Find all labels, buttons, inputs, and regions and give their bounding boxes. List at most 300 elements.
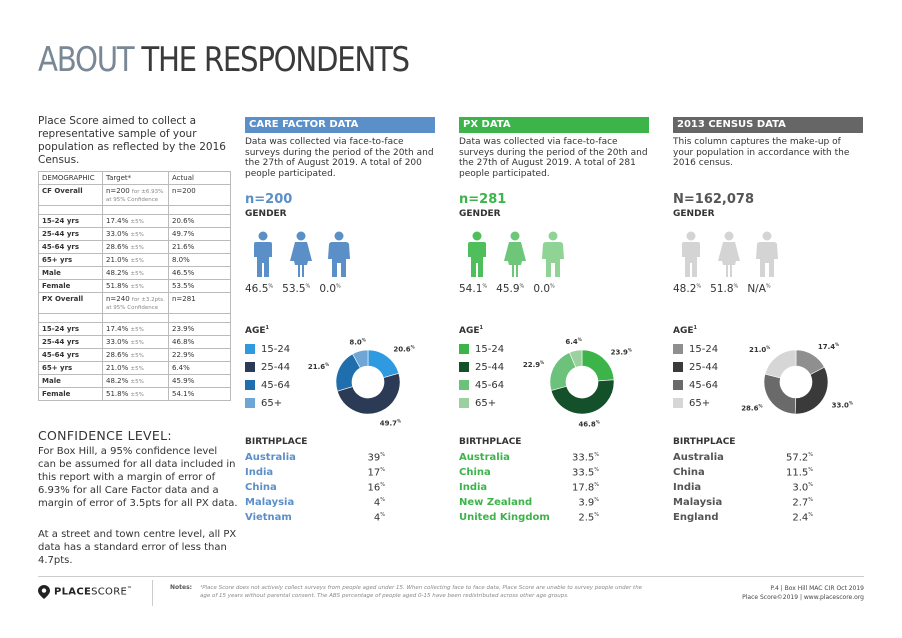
age-legend xyxy=(673,340,718,412)
table-row xyxy=(39,280,231,293)
legend-label: 25-44 xyxy=(475,361,505,373)
birthplace-country: Australia xyxy=(245,452,296,463)
birthplace-percentage xyxy=(345,497,385,512)
donut-value-label xyxy=(380,418,401,427)
legend-label: 25-44 xyxy=(261,361,291,373)
table-row xyxy=(39,349,231,362)
gender-percentage xyxy=(319,283,340,295)
gender-value: 0.0 xyxy=(319,283,337,295)
donut-percent-sign: % xyxy=(577,336,582,342)
donut-value: 22.9 xyxy=(522,360,541,369)
donut-value: 33.0 xyxy=(831,401,849,410)
legend-label: 45-64 xyxy=(689,379,719,391)
sample-size: n=281 xyxy=(459,192,507,207)
birthplace-value: 11.5 xyxy=(785,467,809,479)
header-target: Target* xyxy=(103,172,169,185)
logo-trademark: ™ xyxy=(127,586,133,593)
donut-percent-sign: % xyxy=(397,418,402,424)
column-description: This column captures the make-up of your population in accordance with the 2016 census. xyxy=(673,137,850,168)
donut-value: 23.9 xyxy=(610,348,628,357)
table-spacer-row xyxy=(39,206,231,215)
female-person-icon xyxy=(503,231,527,279)
gender-figures xyxy=(465,231,595,281)
page-title xyxy=(38,40,409,80)
age-label: AGE xyxy=(245,326,266,336)
table-row xyxy=(39,185,231,206)
birthplace-list xyxy=(673,452,833,527)
row-actual: 21.6% xyxy=(169,241,231,254)
intro-text: Place Score aimed to collect a representative sample of your population as reflected by the 2016 Census. xyxy=(38,115,226,166)
percent-sign: % xyxy=(594,512,599,518)
legend-label: 15-24 xyxy=(689,343,719,355)
donut-percent-sign: % xyxy=(325,362,330,368)
donut-value-label xyxy=(611,347,632,356)
birthplace-value: 57.2 xyxy=(785,452,809,464)
legend-swatch xyxy=(673,398,683,408)
target-note: ±5% xyxy=(130,271,144,277)
row-label: 15-24 yrs xyxy=(39,323,103,336)
table-row xyxy=(39,228,231,241)
birthplace-row xyxy=(673,452,833,467)
donut-percent-sign: % xyxy=(595,419,600,425)
row-actual: 46.5% xyxy=(169,267,231,280)
legend-label: 45-64 xyxy=(261,379,291,391)
target-note: for ±6.93% at 95% Confidence xyxy=(106,189,164,203)
birthplace-row xyxy=(673,512,833,527)
legend-swatch xyxy=(459,380,469,390)
birthplace-value: 16 xyxy=(367,482,381,494)
age-legend xyxy=(245,340,290,412)
percent-sign: % xyxy=(765,283,771,290)
donut-value-label xyxy=(565,337,581,346)
birthplace-row xyxy=(459,497,619,512)
age-footnote-marker: 1 xyxy=(693,325,697,331)
donut-value-label xyxy=(308,362,329,371)
data-column-1 xyxy=(459,117,649,524)
age-footnote-marker: 1 xyxy=(265,325,269,331)
row-target xyxy=(103,267,169,280)
donut-value: 49.7 xyxy=(379,419,398,428)
legend-item xyxy=(673,340,718,358)
birthplace-value: 33.5 xyxy=(571,452,595,464)
row-target xyxy=(103,336,169,349)
birthplace-country: Vietnam xyxy=(245,512,292,523)
target-value: n=200 xyxy=(106,187,130,195)
target-note: ±5% xyxy=(130,366,144,372)
birthplace-value: 39 xyxy=(367,452,381,464)
table-row xyxy=(39,336,231,349)
birthplace-row xyxy=(673,467,833,482)
row-target xyxy=(103,280,169,293)
donut-percent-sign: % xyxy=(848,400,853,406)
row-label: 25-44 yrs xyxy=(39,228,103,241)
birthplace-heading: BIRTHPLACE xyxy=(459,437,522,447)
row-target xyxy=(103,362,169,375)
birthplace-row xyxy=(245,512,405,527)
percent-sign: % xyxy=(594,467,599,473)
target-value: 48.2% xyxy=(106,269,129,277)
birthplace-row xyxy=(459,452,619,467)
gender-value: 48.2 xyxy=(673,283,697,295)
birthplace-percentage xyxy=(345,467,385,482)
confidence-heading: CONFIDENCE LEVEL: xyxy=(38,428,172,443)
data-column-2 xyxy=(673,117,863,524)
birthplace-percentage xyxy=(345,482,385,497)
legend-item xyxy=(245,358,290,376)
row-label: Male xyxy=(39,267,103,280)
other-gender-person-icon xyxy=(327,231,351,279)
column-description: Data was collected via face-to-face surveys during the period of the 20th and the 27th of August 2019. A total of 200 people participated. xyxy=(245,137,434,179)
male-person-icon xyxy=(465,231,489,279)
legend-label: 15-24 xyxy=(261,343,291,355)
spacer-cell xyxy=(39,314,103,323)
row-target xyxy=(103,388,169,401)
gender-percentages xyxy=(245,283,350,295)
row-actual: 8.0% xyxy=(169,254,231,267)
gender-percentages xyxy=(673,283,780,295)
percent-sign: % xyxy=(519,283,525,290)
data-column-0 xyxy=(245,117,435,524)
legend-swatch xyxy=(459,344,469,354)
percent-sign: % xyxy=(808,467,813,473)
birthplace-row xyxy=(245,497,405,512)
legend-label: 45-64 xyxy=(475,379,505,391)
spacer-cell xyxy=(103,314,169,323)
row-actual: 6.4% xyxy=(169,362,231,375)
donut-svg xyxy=(741,325,851,435)
gender-percentage xyxy=(533,283,554,295)
table-row xyxy=(39,375,231,388)
title-part-respondents: THE RESPONDENTS xyxy=(141,40,409,80)
percent-sign: % xyxy=(380,497,385,503)
spacer-cell xyxy=(39,206,103,215)
target-value: 28.6% xyxy=(106,351,129,359)
birthplace-value: 4 xyxy=(373,512,381,524)
donut-value-label xyxy=(523,360,544,369)
row-actual: 46.8% xyxy=(169,336,231,349)
gender-value: 51.8 xyxy=(710,283,734,295)
gender-heading: GENDER xyxy=(459,209,501,219)
legend-swatch xyxy=(459,398,469,408)
legend-swatch xyxy=(459,362,469,372)
logo-text-place: PLACE xyxy=(54,586,92,598)
birthplace-value: 3.9 xyxy=(578,497,595,509)
legend-swatch xyxy=(673,344,683,354)
table-row xyxy=(39,241,231,254)
row-target xyxy=(103,185,169,206)
percent-sign: % xyxy=(808,497,813,503)
target-value: 33.0% xyxy=(106,230,129,238)
percent-sign: % xyxy=(733,283,739,290)
donut-value: 21.0 xyxy=(748,345,767,354)
target-value: 33.0% xyxy=(106,338,129,346)
gender-percentage xyxy=(282,283,310,295)
gender-percentage xyxy=(245,283,273,295)
other-gender-person-icon xyxy=(755,231,779,279)
gender-heading: GENDER xyxy=(673,209,715,219)
birthplace-row xyxy=(673,482,833,497)
target-value: 51.8% xyxy=(106,282,129,290)
row-label: 15-24 yrs xyxy=(39,215,103,228)
legend-item xyxy=(673,358,718,376)
birthplace-country: United Kingdom xyxy=(459,512,550,523)
table-row xyxy=(39,362,231,375)
column-description: Data was collected via face-to-face surveys during the period of the 20th and the 27th of August 2019. A total of 281 people participated. xyxy=(459,137,648,179)
percent-sign: % xyxy=(808,482,813,488)
age-heading xyxy=(673,325,697,336)
donut-value-label xyxy=(818,342,839,351)
male-person-icon xyxy=(251,231,275,279)
birthplace-value: 17 xyxy=(367,467,381,479)
standard-error-paragraph: At a street and town centre level, all PX data has a standard error of less than 4.7pts. xyxy=(38,529,237,566)
legend-swatch xyxy=(245,398,255,408)
row-label: 45-64 yrs xyxy=(39,349,103,362)
row-actual: 49.7% xyxy=(169,228,231,241)
age-donut-chart xyxy=(522,325,637,435)
row-actual: 54.1% xyxy=(169,388,231,401)
birthplace-percentage xyxy=(773,512,813,527)
donut-slice-15-24 xyxy=(582,350,614,381)
percent-sign: % xyxy=(380,467,385,473)
donut-slice-25-44 xyxy=(795,367,828,414)
donut-percent-sign: % xyxy=(410,344,415,350)
percent-sign: % xyxy=(808,512,813,518)
donut-slice-65plus xyxy=(765,350,796,378)
row-target xyxy=(103,349,169,362)
age-donut-chart xyxy=(307,325,423,435)
birthplace-row xyxy=(459,512,619,527)
gender-heading: GENDER xyxy=(245,209,287,219)
notes-label: Notes: xyxy=(170,584,193,591)
row-actual: 45.9% xyxy=(169,375,231,388)
birthplace-percentage xyxy=(559,512,599,527)
legend-swatch xyxy=(245,362,255,372)
legend-item xyxy=(245,376,290,394)
legend-label: 65+ xyxy=(475,397,497,409)
target-value: 51.8% xyxy=(106,390,129,398)
row-label: 65+ yrs xyxy=(39,254,103,267)
donut-svg xyxy=(307,325,423,435)
birthplace-row xyxy=(459,482,619,497)
target-value: 48.2% xyxy=(106,377,129,385)
row-label: 65+ yrs xyxy=(39,362,103,375)
row-label: 25-44 yrs xyxy=(39,336,103,349)
birthplace-value: 33.5 xyxy=(571,467,595,479)
donut-value-label xyxy=(832,400,853,409)
target-value: n=240 xyxy=(106,295,130,303)
legend-label: 65+ xyxy=(689,397,711,409)
table-header-row xyxy=(39,172,231,185)
logo-text-score: SCORE xyxy=(91,586,128,598)
row-actual: n=281 xyxy=(169,293,231,314)
footer-vertical-divider xyxy=(152,580,153,606)
table-spacer-row xyxy=(39,314,231,323)
legend-swatch xyxy=(245,344,255,354)
gender-value: N/A xyxy=(747,283,766,295)
birthplace-country: Malaysia xyxy=(245,497,295,508)
legend-swatch xyxy=(245,380,255,390)
donut-percent-sign: % xyxy=(758,403,763,409)
donut-percent-sign: % xyxy=(766,344,771,350)
gender-percentage xyxy=(459,283,487,295)
birthplace-row xyxy=(459,467,619,482)
birthplace-row xyxy=(245,452,405,467)
target-value: 28.6% xyxy=(106,243,129,251)
percent-sign: % xyxy=(696,283,702,290)
other-gender-person-icon xyxy=(541,231,565,279)
notes-text: ¹Place Score does not actively collect surveys from people aged under 15. When collecting face to face data, Place Score are unable to survey people under the age of 15 years without parental consent. The ABS percentage of people aged 0-15 have been redistributed across other age groups. xyxy=(200,585,643,599)
row-label: 45-64 yrs xyxy=(39,241,103,254)
legend-item xyxy=(245,340,290,358)
demographic-table xyxy=(38,171,231,401)
birthplace-country: India xyxy=(459,482,488,493)
percent-sign: % xyxy=(594,482,599,488)
row-actual: 53.5% xyxy=(169,280,231,293)
gender-figures xyxy=(679,231,809,281)
age-label: AGE xyxy=(459,326,480,336)
donut-value-label xyxy=(749,345,770,354)
target-note: ±5% xyxy=(130,219,144,225)
birthplace-value: 2.7 xyxy=(792,497,809,509)
birthplace-value: 2.4 xyxy=(792,512,809,524)
target-value: 17.4% xyxy=(106,325,129,333)
gender-percentage xyxy=(496,283,524,295)
donut-value-label xyxy=(741,403,762,412)
donut-value: 17.4 xyxy=(817,343,836,352)
table-row xyxy=(39,215,231,228)
donut-value-label xyxy=(393,345,414,354)
title-part-about: ABOUT xyxy=(38,40,134,80)
target-value: 21.0% xyxy=(106,256,129,264)
birthplace-country: India xyxy=(245,467,274,478)
gender-value: 45.9 xyxy=(496,283,520,295)
header-actual: Actual xyxy=(169,172,231,185)
legend-item xyxy=(673,376,718,394)
gender-percentage xyxy=(673,283,701,295)
donut-percent-sign: % xyxy=(627,347,632,353)
birthplace-value: 17.8 xyxy=(571,482,595,494)
page-number-line: P.4 | Box Hill MAC CIR Oct 2019 xyxy=(770,585,864,592)
birthplace-list xyxy=(245,452,405,527)
column-header-bar: 2013 CENSUS DATA xyxy=(673,117,863,133)
column-header-bar: CARE FACTOR DATA xyxy=(245,117,435,133)
legend-swatch xyxy=(673,362,683,372)
gender-value: 46.5 xyxy=(245,283,269,295)
birthplace-row xyxy=(245,467,405,482)
birthplace-list xyxy=(459,452,619,527)
target-note: ±5% xyxy=(130,245,144,251)
birthplace-country: Australia xyxy=(459,452,510,463)
row-actual: 23.9% xyxy=(169,323,231,336)
confidence-paragraph: For Box Hill, a 95% confidence level can be assumed for all data included in this report with a margin of error of 6.93% for all Care Factor data and a margin of error of 3.5pts for all PX data. xyxy=(38,446,238,509)
target-note: ±5% xyxy=(130,379,144,385)
donut-svg xyxy=(522,325,637,435)
birthplace-country: China xyxy=(459,467,491,478)
birthplace-row xyxy=(673,497,833,512)
percent-sign: % xyxy=(305,283,311,290)
legend-item xyxy=(459,376,504,394)
percent-sign: % xyxy=(482,283,488,290)
row-target xyxy=(103,241,169,254)
legend-label: 25-44 xyxy=(689,361,719,373)
birthplace-heading: BIRTHPLACE xyxy=(245,437,308,447)
percent-sign: % xyxy=(380,482,385,488)
row-target xyxy=(103,228,169,241)
placescore-pin-icon xyxy=(38,585,50,599)
sample-size: N=162,078 xyxy=(673,192,754,207)
legend-swatch xyxy=(673,380,683,390)
birthplace-country: England xyxy=(673,512,719,523)
birthplace-percentage xyxy=(773,452,813,467)
birthplace-percentage xyxy=(773,467,813,482)
row-actual: 20.6% xyxy=(169,215,231,228)
target-note: ±5% xyxy=(130,353,144,359)
table-row xyxy=(39,323,231,336)
percent-sign: % xyxy=(336,283,341,290)
donut-slice-45-64 xyxy=(764,374,796,414)
female-person-icon xyxy=(289,231,313,279)
donut-value: 20.6 xyxy=(393,345,411,354)
legend-item xyxy=(673,394,718,412)
donut-value-label xyxy=(349,337,365,346)
birthplace-percentage xyxy=(559,452,599,467)
row-label: CF Overall xyxy=(39,185,103,206)
female-person-icon xyxy=(717,231,741,279)
donut-percent-sign: % xyxy=(361,337,366,343)
percent-sign: % xyxy=(268,283,274,290)
column-header-bar: PX DATA xyxy=(459,117,649,133)
row-target xyxy=(103,375,169,388)
birthplace-row xyxy=(245,482,405,497)
age-legend xyxy=(459,340,504,412)
row-actual: n=200 xyxy=(169,185,231,206)
legend-item xyxy=(459,394,504,412)
target-value: 17.4% xyxy=(106,217,129,225)
birthplace-country: China xyxy=(673,467,705,478)
target-value: 21.0% xyxy=(106,364,129,372)
birthplace-country: New Zealand xyxy=(459,497,533,508)
spacer-cell xyxy=(169,206,231,215)
donut-value: 6.4 xyxy=(565,337,578,346)
row-actual: 22.9% xyxy=(169,349,231,362)
sample-size: n=200 xyxy=(245,192,293,207)
male-person-icon xyxy=(679,231,703,279)
birthplace-percentage xyxy=(345,512,385,527)
birthplace-country: India xyxy=(673,482,702,493)
percent-sign: % xyxy=(594,497,599,503)
gender-percentage xyxy=(710,283,738,295)
donut-value: 46.8 xyxy=(578,420,596,429)
birthplace-heading: BIRTHPLACE xyxy=(673,437,736,447)
birthplace-percentage xyxy=(773,482,813,497)
copyright-line: Place Score©2019 | www.placescore.org xyxy=(742,594,864,601)
gender-value: 0.0 xyxy=(533,283,551,295)
percent-sign: % xyxy=(594,452,599,458)
legend-label: 65+ xyxy=(261,397,283,409)
target-note: ±5% xyxy=(130,232,144,238)
birthplace-value: 3.0 xyxy=(792,482,809,494)
footer-divider xyxy=(38,576,864,577)
age-donut-chart xyxy=(741,325,851,435)
birthplace-percentage xyxy=(559,467,599,482)
legend-item xyxy=(245,394,290,412)
target-note: ±5% xyxy=(130,340,144,346)
row-target xyxy=(103,215,169,228)
birthplace-country: Australia xyxy=(673,452,724,463)
target-note: ±5% xyxy=(130,392,144,398)
legend-label: 15-24 xyxy=(475,343,505,355)
percent-sign: % xyxy=(380,452,385,458)
